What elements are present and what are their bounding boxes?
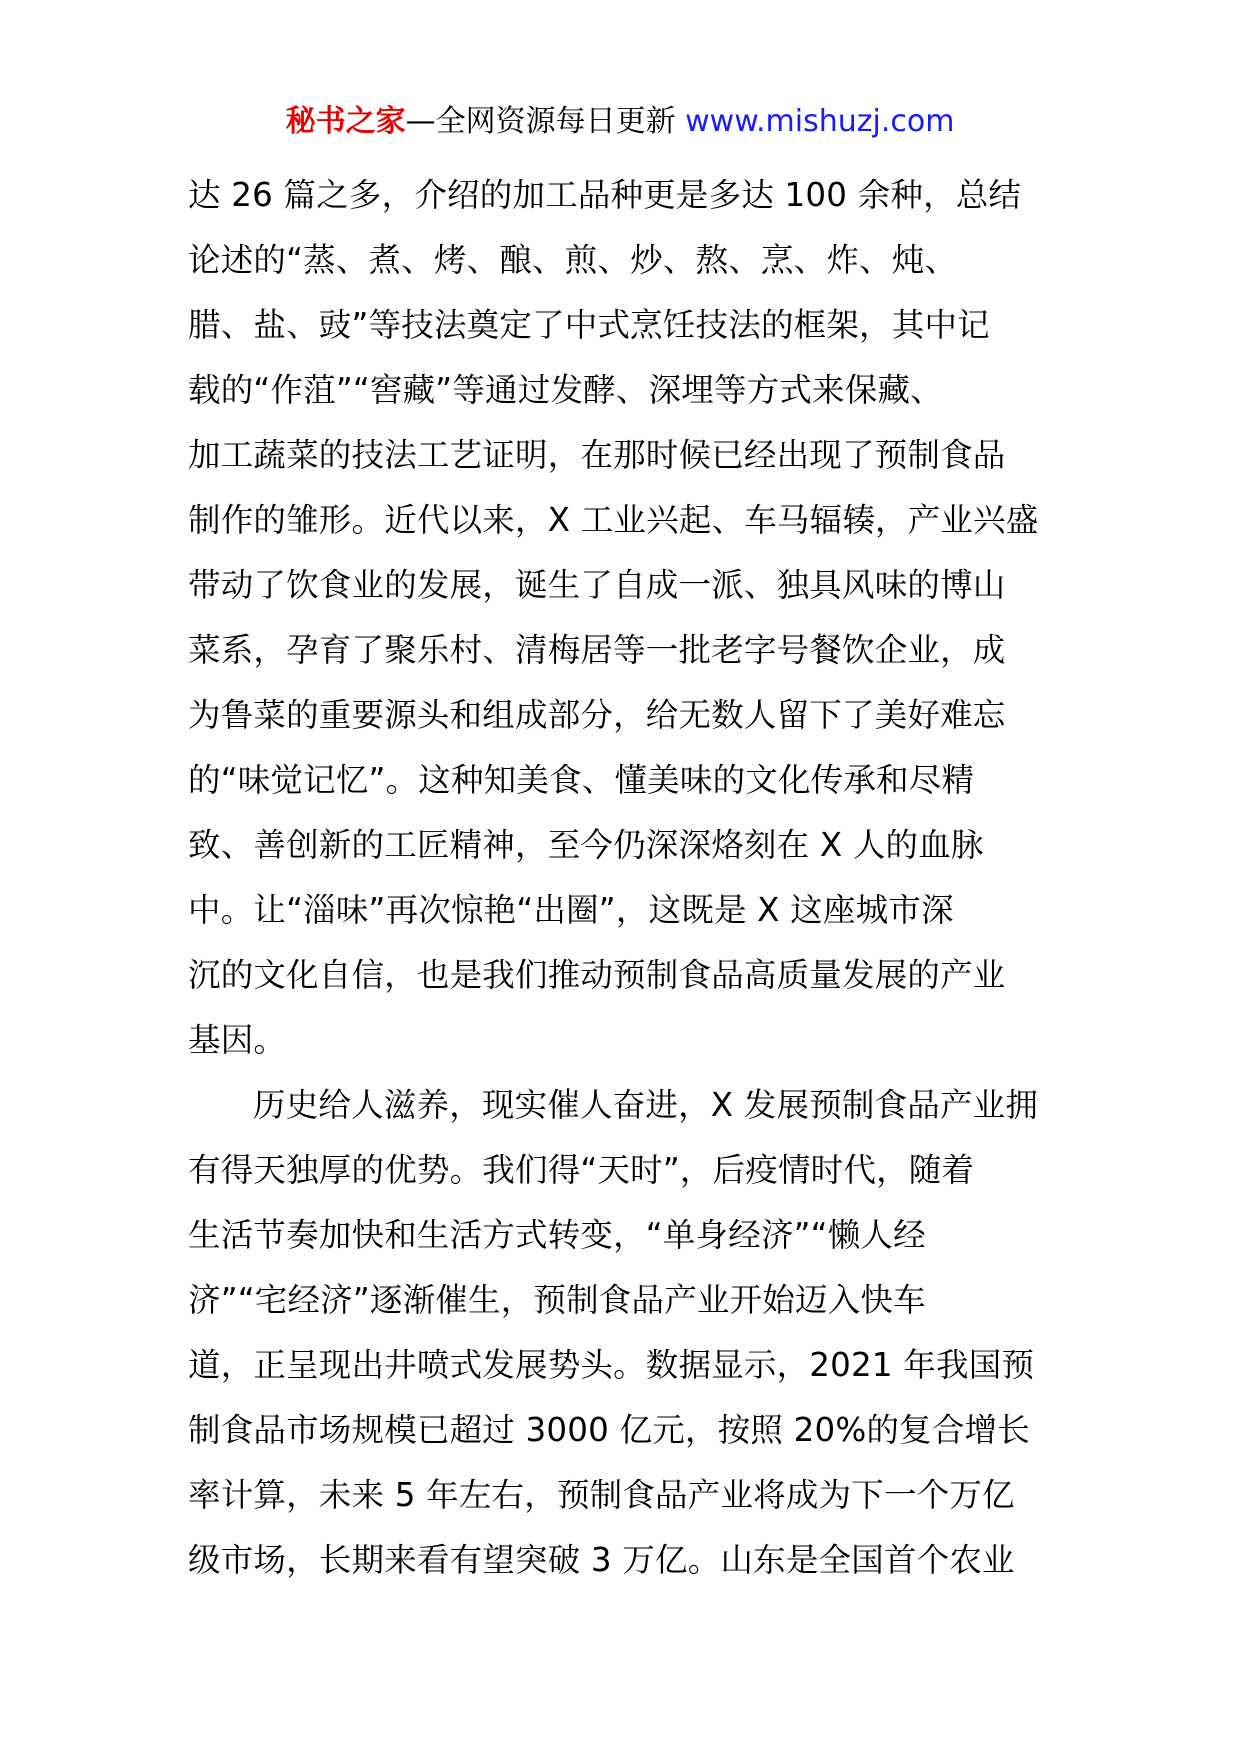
site-url-link[interactable]: www.mishuzj.com [685,104,955,139]
text-line: 历史给人滋养，现实催人奋进，X 发展预制食品产业拥 [253,1086,1039,1124]
paragraph-2 [188,1073,1058,1593]
text-line: 致、善创新的工匠精神，至今仍深深烙刻在 X 人的血脉 [188,826,984,864]
paragraph-1 [188,163,1058,1073]
site-header [0,102,1240,142]
text-line: 基因。 [188,1021,287,1059]
text-line: 载的“作菹”“窖藏”等通过发酵、深埋等方式来保藏、 [188,371,943,409]
text-line: 为鲁菜的重要源头和组成部分，给无数人留下了美好难忘 [188,696,1006,734]
document-body [188,163,1058,1593]
text-line: 菜系，孕育了聚乐村、清梅居等一批老字号餐饮企业，成 [188,631,1006,669]
text-line: 的“味觉记忆”。这种知美食、懂美味的文化传承和尽精 [188,761,975,799]
text-line: 论述的“蒸、煮、烤、酿、煎、炒、熬、烹、炸、炖、 [188,241,958,279]
text-line: 率计算，未来 5 年左右，预制食品产业将成为下一个万亿 [188,1476,1015,1514]
text-line: 道，正呈现出井喷式发展势头。数据显示，2021 年我国预 [188,1346,1035,1384]
text-line: 生活节奏加快和生活方式转变，“单身经济”“懒人经 [188,1216,926,1254]
text-line: 沉的文化自信，也是我们推动预制食品高质量发展的产业 [188,956,1006,994]
text-line: 制作的雏形。近代以来，X 工业兴起、车马辐辏，产业兴盛 [188,501,1039,539]
header-tagline: —全网资源每日更新 [405,104,686,139]
text-line: 济”“宅经济”逐渐催生，预制食品产业开始迈入快车 [188,1281,926,1319]
text-line: 加工蔬菜的技法工艺证明，在那时候已经出现了预制食品 [188,436,1006,474]
text-line: 腊、盐、豉”等技法奠定了中式烹饪技法的框架，其中记 [188,306,990,344]
text-line: 中。让“淄味”再次惊艳“出圈”，这既是 X 这座城市深 [188,891,954,929]
text-line: 级市场，长期来看有望突破 3 万亿。山东是全国首个农业 [188,1541,1015,1579]
brand-name: 秘书之家 [285,104,406,139]
text-line: 达 26 篇之多，介绍的加工品种更是多达 100 余种，总结 [188,176,1022,214]
text-line: 有得天独厚的优势。我们得“天时”，后疫情时代，随着 [188,1151,975,1189]
text-line: 带动了饮食业的发展，诞生了自成一派、独具风味的博山 [188,566,1006,604]
text-line: 制食品市场规模已超过 3000 亿元，按照 20%的复合增长 [188,1411,1030,1449]
